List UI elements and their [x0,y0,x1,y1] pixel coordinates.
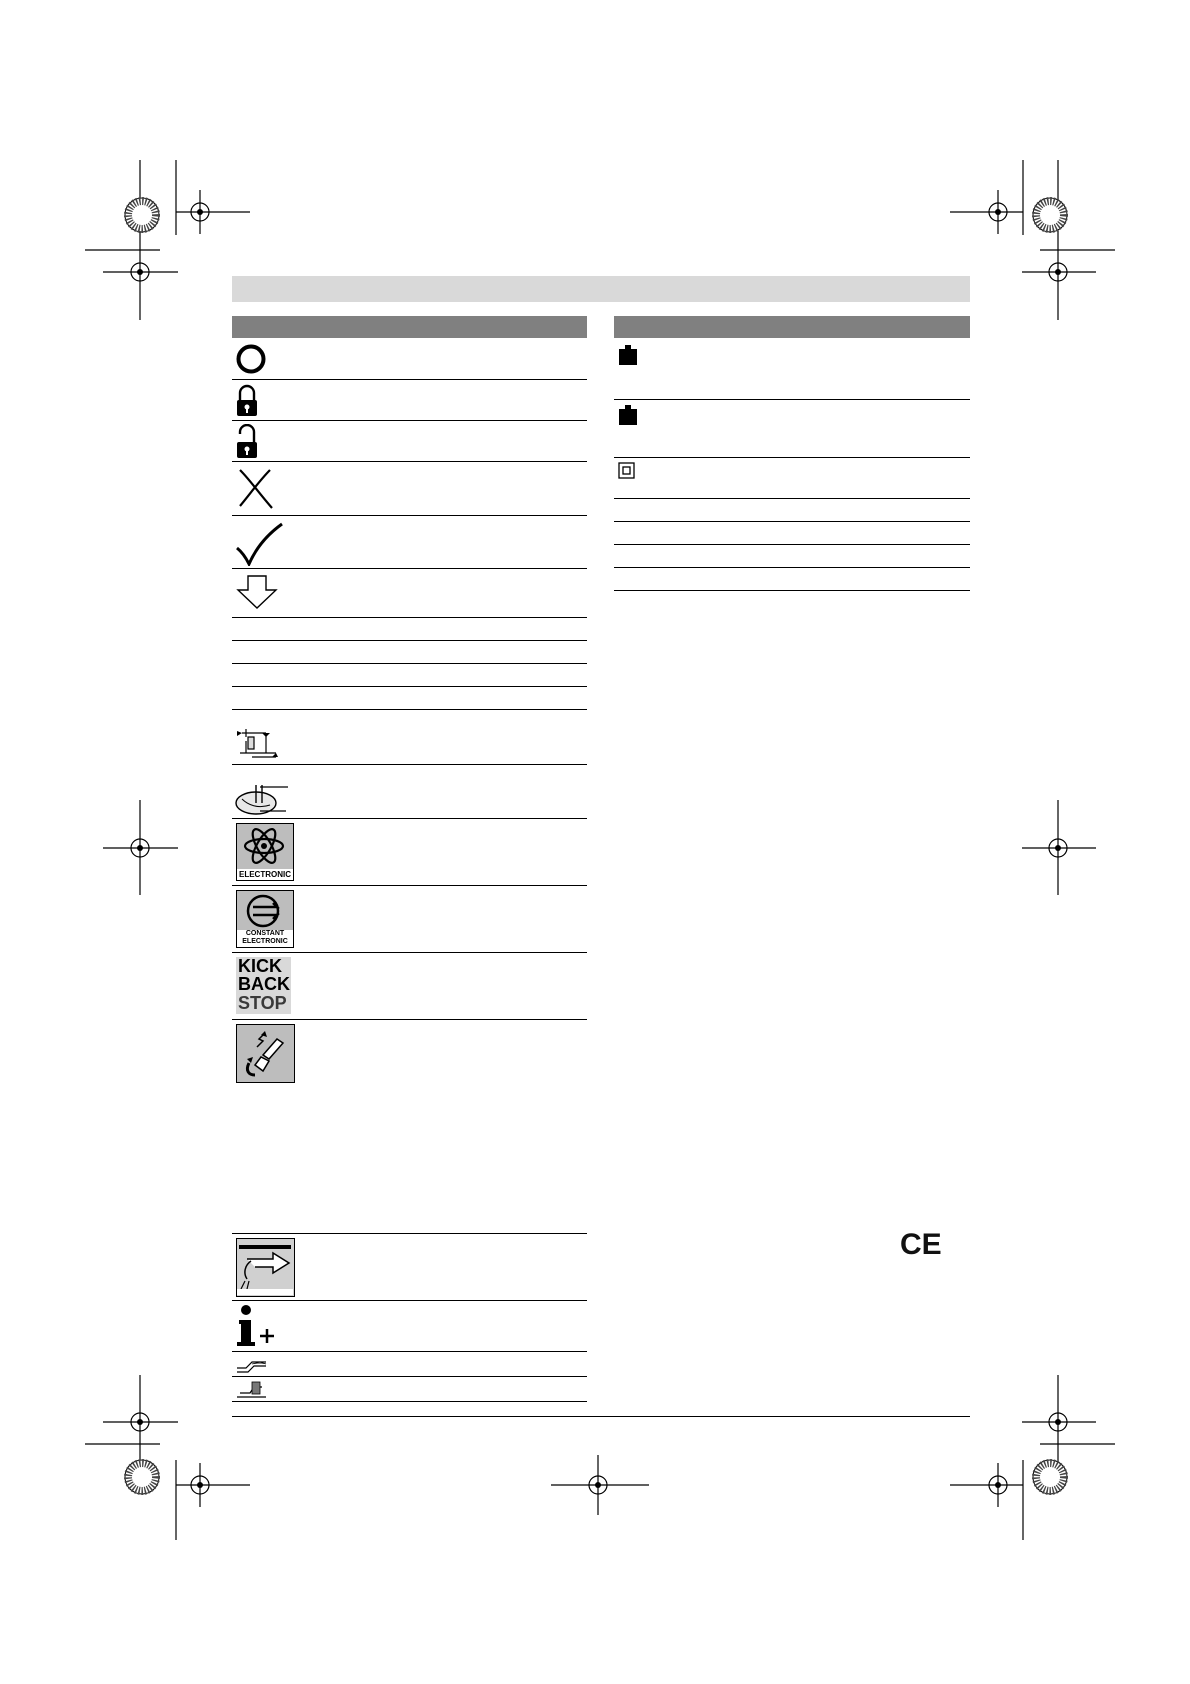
kickback-line-2: BACK [238,974,290,994]
weight-icon [618,344,638,366]
info-plus-icon [236,1304,278,1348]
table-row-divider [232,1401,587,1402]
cross-mark-icon [236,466,276,511]
electronic-atom-icon [236,823,294,881]
right-column-header [614,316,970,338]
restart-protection-icon [236,1024,295,1083]
blade-diameter-icon [234,781,290,816]
table-row-divider [232,1351,587,1352]
table-row-divider [232,663,587,664]
constant-badge-label [237,930,293,947]
guide-rail-icon [236,1354,268,1374]
cut-depth-icon [236,727,280,761]
power-ring-icon [235,343,267,375]
weight-icon [618,404,638,426]
table-row-divider [614,399,970,400]
table-row-divider [614,567,970,568]
table-row-divider [232,379,587,380]
table-row-divider [232,1019,587,1020]
table-row-divider [614,457,970,458]
table-row-divider [232,461,587,462]
table-row-divider [232,617,587,618]
dust-extraction-icon [236,1238,295,1297]
kickback-line-3: STOP [238,993,287,1013]
protection-class-icon [618,462,636,480]
unlocked-padlock-icon [236,424,258,459]
table-row-divider [232,764,587,765]
ce-mark: CE [900,1228,942,1261]
table-row-divider [232,420,587,421]
table-row-divider [614,590,970,591]
constant-badge-label-line-1: CONSTANT [245,930,285,937]
table-row-divider [232,640,587,641]
electronic-badge-label: ELECTRONIC [239,870,291,879]
table-row-divider [614,521,970,522]
guide-rail-clamp-icon [236,1379,268,1399]
header-band [232,276,970,302]
constant-electronic-icon [236,890,294,948]
bottom-rule [232,1416,970,1417]
table-row-divider [614,498,970,499]
table-row-divider [232,568,587,569]
table-row-divider [232,686,587,687]
constant-badge-label-line-2: ELECTRONIC [242,938,288,945]
table-row-divider [232,818,587,819]
table-row-divider [232,1376,587,1377]
table-row-divider [232,1300,587,1301]
check-mark-icon [234,522,284,566]
table-row-divider [614,544,970,545]
kickback-stop-icon [236,957,291,1014]
down-arrow-icon [236,574,278,610]
table-row-divider [232,885,587,886]
kickback-line-1: KICK [238,956,282,976]
table-row-divider [232,1233,587,1234]
table-row-divider [232,709,587,710]
table-row-divider [232,952,587,953]
left-column-header [232,316,587,338]
table-row-divider [232,515,587,516]
locked-padlock-icon [236,384,258,417]
